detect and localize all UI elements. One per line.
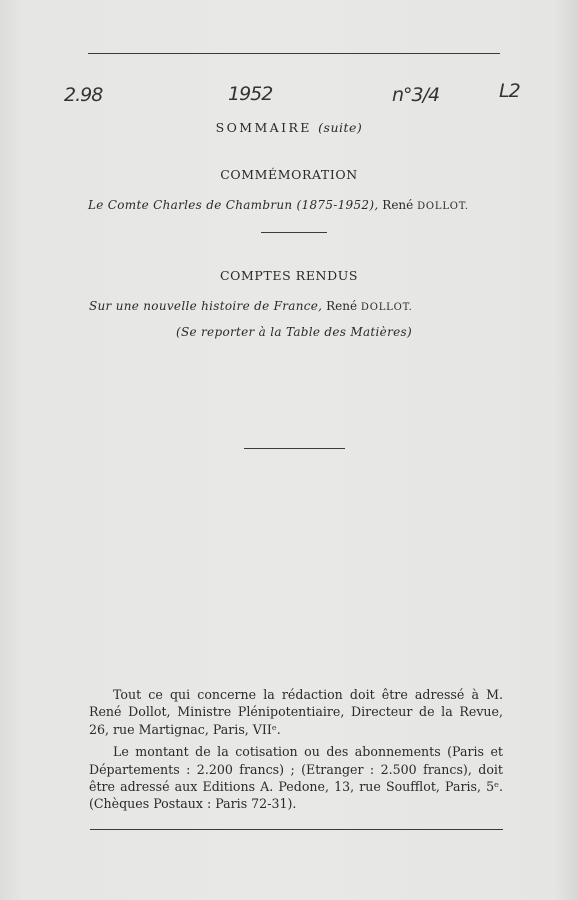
subscription-paragraph: Le montant de la cotisation ou des abonnements (Paris et Départements : 2.200 francs) ; (Etranger : 2.500 francs), doit être adressé aux Editions A. Pedone, 13, rue Soufflot, Paris, 5ᵉ. (Chèques Postaux : Paris 72-31).	[89, 744, 503, 812]
table-reference-note	[176, 325, 412, 339]
handwritten-year: 1952	[228, 83, 273, 105]
commemoration-entry-title: Le Comte Charles de Chambrun (1875-1952),	[88, 198, 379, 212]
handwritten-note-left: 2.98	[64, 84, 103, 106]
comptes-rendus-author-last: DOLLOT.	[360, 302, 413, 313]
middle-divider	[244, 448, 345, 449]
commemoration-entry	[88, 198, 469, 212]
comptes-rendus-entry	[89, 299, 413, 313]
comptes-rendus-heading: COMPTES RENDUS	[219, 268, 358, 283]
comptes-rendus-entry-title: Sur une nouvelle histoire de France,	[89, 299, 323, 313]
sommaire-title: SOMMAIRE	[215, 120, 312, 135]
handwritten-note-right: L2	[499, 80, 520, 102]
table-reference-text: (Se reporter à la Table des Matières)	[176, 325, 412, 339]
commemoration-author-last: DOLLOT.	[417, 201, 469, 212]
section-divider	[261, 232, 327, 233]
comptes-rendus-author-first: René	[326, 299, 358, 313]
handwritten-issue-number: n°3/4	[392, 84, 440, 106]
footer-notice	[89, 686, 503, 813]
editorial-contact-paragraph: Tout ce qui concerne la rédaction doit être adressé à M. René Dollot, Ministre Plénipotentiaire, Directeur de la Revue, 26, rue Martignac, Paris, VIIᵉ.	[89, 687, 503, 737]
sommaire-heading	[0, 120, 578, 135]
bottom-rule	[90, 829, 503, 830]
top-rule	[88, 53, 500, 54]
commemoration-author-first: René	[382, 198, 414, 212]
sommaire-suffix: (suite)	[318, 120, 363, 135]
commemoration-heading: COMMÉMORATION	[220, 167, 358, 182]
